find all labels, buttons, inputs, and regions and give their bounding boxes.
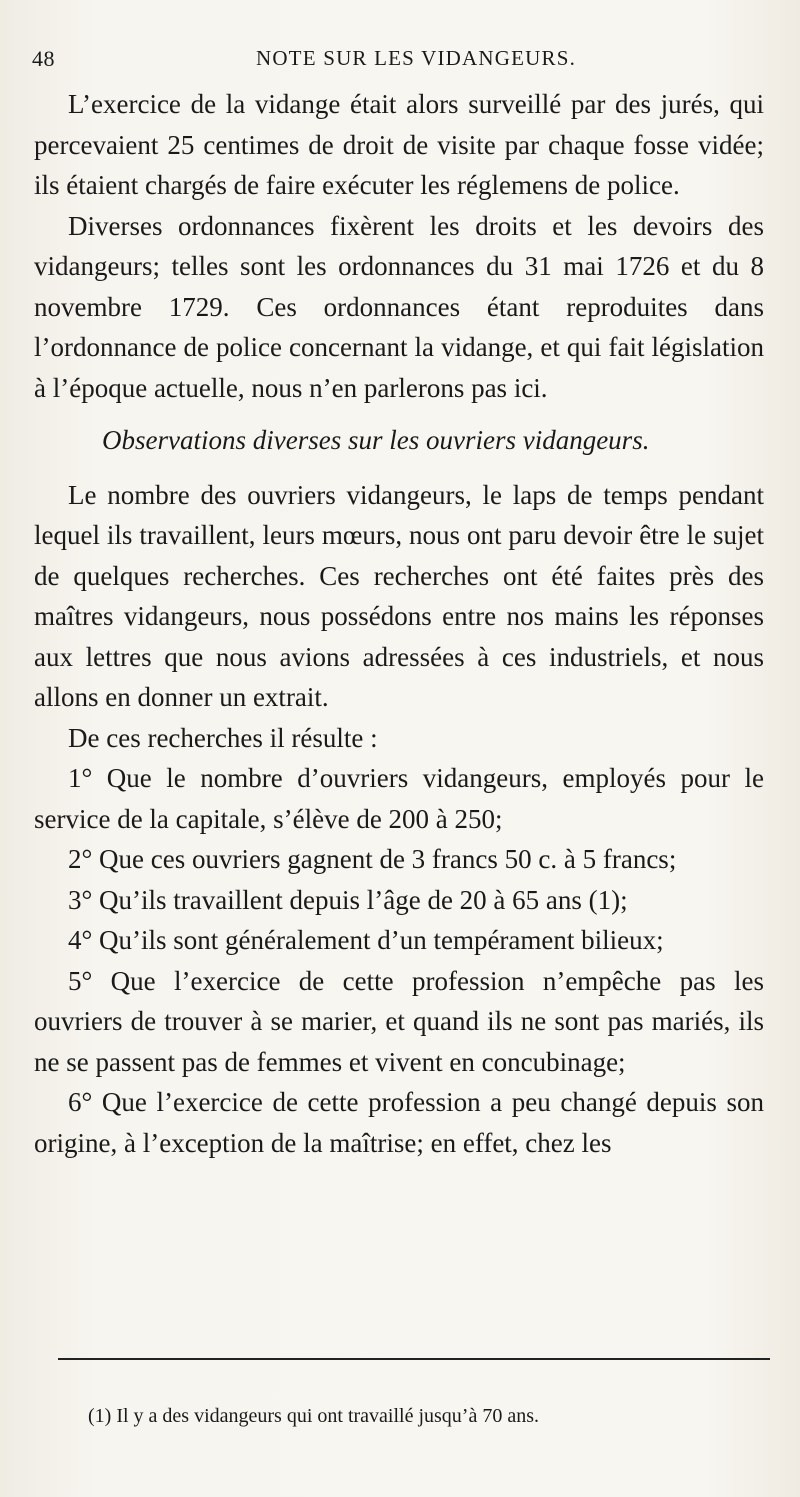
list-item: 1° Que le nombre d’ouvriers vidangeurs, employés pour le service de la capitale, s’élève de 200 à 250; (34, 763, 764, 834)
page-header (32, 42, 760, 76)
list-item: 4° Qu’ils sont généralement d’un tempérament bilieux; (68, 925, 664, 955)
paragraph: Le nombre des ouvriers vidangeurs, le laps de temps pendant lequel ils travaillent, leurs mœurs, nous ont paru devoir être le sujet de quelques recherches. Ces recherches ont été faites près des maîtres vidangeurs, nous possédons entre nos mains les réponses aux lettres que nous avions adressées à ces industriels, et nous allons en donner un extrait. (34, 479, 764, 712)
section-subheading: Observations diverses sur les ouvriers vidangeurs. (102, 425, 650, 455)
running-head: NOTE SUR LES VIDANGEURS. (255, 46, 577, 70)
footnote-divider (58, 1358, 770, 1360)
list-item: 2° Que ces ouvriers gagnent de 3 francs 50 c. à 5 francs; (68, 844, 677, 874)
list-item: 3° Qu’ils travaillent depuis l’âge de 20 à 65 ans (1); (68, 884, 628, 915)
list-item: 6° Que l’exercice de cette profession a peu changé depuis son origine, à l’exception de la maîtrise; en effet, chez les (34, 1087, 764, 1158)
page-number: 48 (32, 46, 55, 71)
footnote: (1) Il y a des vidangeurs qui ont travaillé jusqu’à 70 ans. (88, 1405, 539, 1427)
list-item: 5° Que l’exercice de cette profession n’empêche pas les ouvriers de trouver à se marier, et quand ils ne sont pas mariés, ils ne se passent pas de femmes et vivent en concubinage; (34, 965, 764, 1077)
paragraph: L’exercice de la vidange était alors surveillé par des jurés, qui percevaient 25 centimes de droit de visite par chaque fosse vidée; ils étaient chargés de faire exécuter les réglemens de police. (34, 89, 764, 200)
page-body (34, 84, 764, 1163)
paragraph: De ces recherches il résulte : (68, 722, 378, 753)
paragraph: Diverses ordonnances fixèrent les droits et les devoirs des vidangeurs; telles sont les ordonnances du 31 mai 1726 et du 8 novembre 1729. Ces ordonnances étant reproduites dans l’ordonnance de police concernant la vidange, et qui fait législation à l’époque actuelle, nous n’en parlerons pas ici. (34, 210, 764, 403)
